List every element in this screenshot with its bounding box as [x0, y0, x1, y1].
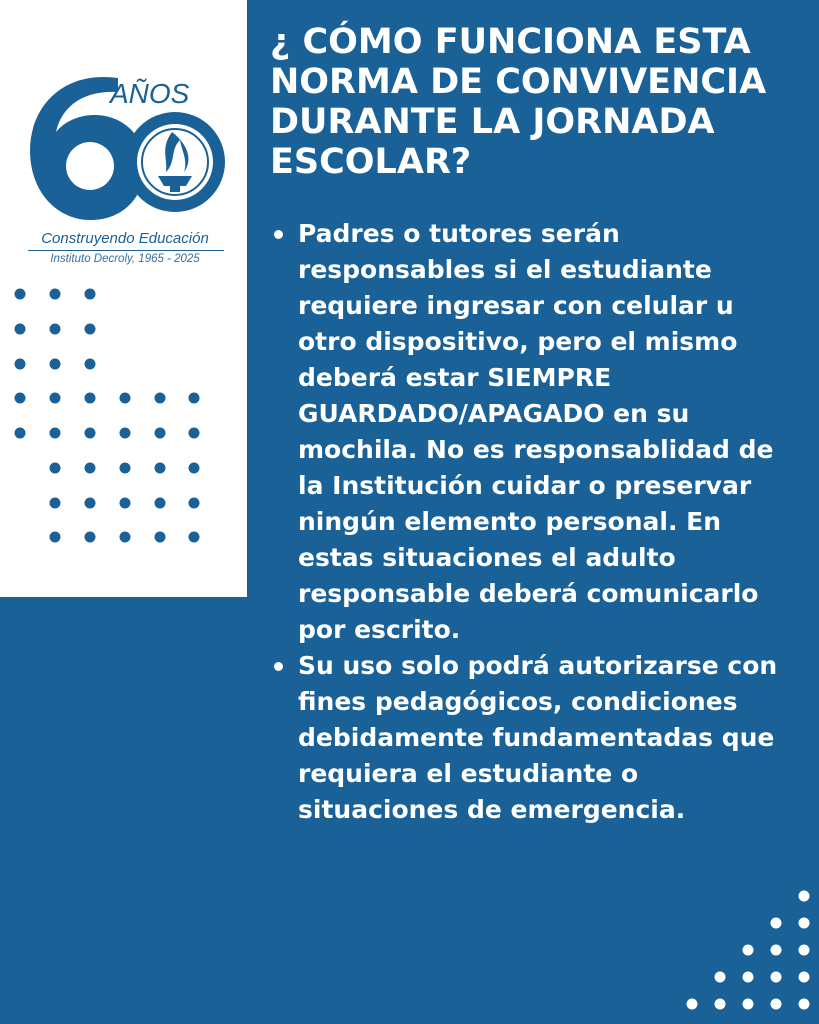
bullet-text: Padres o tutores serán responsables si el estudiante requiere ingresar con celular u otro dispositivo, pero el mismo deberá estar SIEMPRE GUARDADO/APAGADO en su mochila. No es responsablidad de la Institución cuidar o preservar ningún elemento personal. En estas situaciones el adulto responsable deberá comunicarlo por escrito. — [298, 219, 774, 644]
logo-panel — [0, 0, 247, 597]
list-item — [270, 216, 790, 648]
page-title: ¿ CÓMO FUNCIONA ESTA NORMA DE CONVIVENCIA DURANTE LA JORNADA ESCOLAR? — [270, 22, 767, 182]
logo-divider — [28, 250, 224, 251]
bullet-text: Su uso solo podrá autorizarse con fines pedagógicos, condiciones debidamente fundamentadas que requiera el estudiante o situaciones de emergencia. — [298, 651, 778, 824]
bullet-icon — [274, 662, 283, 671]
logo-subline: Instituto Decroly, 1965 - 2025 — [50, 253, 200, 265]
list-item — [270, 648, 790, 828]
decorative-dots-left — [0, 276, 247, 576]
decorative-dots-right — [680, 880, 819, 1024]
bullet-list — [270, 216, 790, 828]
logo-tagline: Construyendo Educación — [41, 230, 209, 247]
logo-years-label: AÑOS — [110, 78, 190, 109]
bullet-icon — [274, 230, 283, 239]
